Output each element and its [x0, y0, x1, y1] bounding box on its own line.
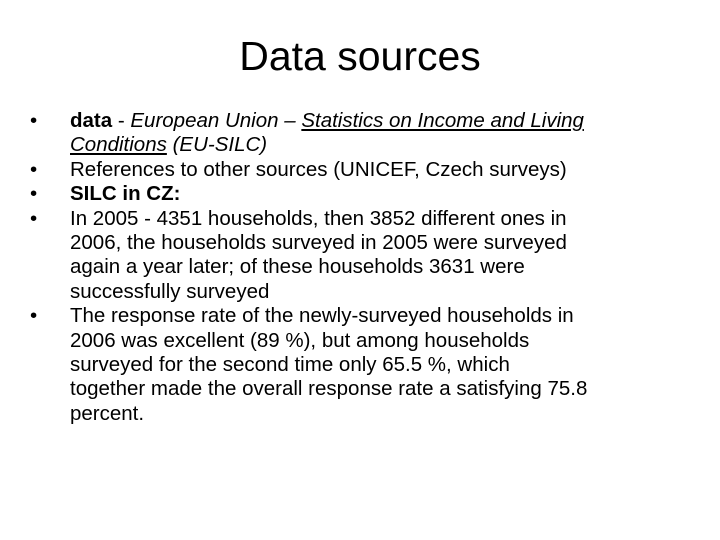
bullet-item-response-rate [30, 304, 700, 426]
bullet-item-data [30, 109, 700, 158]
bullet-text: References to other sources (UNICEF, Czech surveys) [70, 157, 567, 181]
data-label: data [70, 109, 113, 132]
bullet-text: percent. [70, 401, 145, 425]
separator: - [112, 109, 131, 132]
bullet-item-silc-cz [30, 182, 700, 206]
bullet-text: surveyed for the second time only 65.5 %, which [70, 353, 510, 377]
bullet-list [30, 109, 700, 426]
bullet-text: The response rate of the newly-surveyed households in [70, 304, 574, 328]
bullet-icon: • [30, 109, 38, 132]
bullet-icon: • [30, 157, 38, 181]
bullet-item-references [30, 158, 700, 182]
eu-text: European Union – [130, 109, 302, 132]
bullet-icon: • [30, 182, 38, 206]
slide-title: Data sources [239, 33, 481, 79]
bullet-item-households [30, 207, 700, 305]
bullet-text: successfully surveyed [70, 279, 270, 303]
bullet-text: together made the overall response rate a satisfying 75.8 [70, 377, 588, 401]
bullet-text: again a year later; of these households 3631 were [70, 255, 525, 279]
bullet-icon: • [30, 206, 38, 230]
silc-link-part2: Conditions [70, 133, 167, 157]
bullet-text: In 2005 - 4351 households, then 3852 different ones in [70, 206, 567, 230]
bullet-text: SILC in CZ: [70, 182, 181, 206]
silc-link-part1: Statistics on Income and Living [301, 109, 584, 132]
bullet-text: 2006, the households surveyed in 2005 were surveyed [70, 231, 567, 255]
bullet-text: 2006 was excellent (89 %), but among households [70, 328, 530, 352]
eu-silc-abbrev: (EU-SILC) [166, 133, 268, 157]
bullet-icon: • [30, 304, 38, 328]
